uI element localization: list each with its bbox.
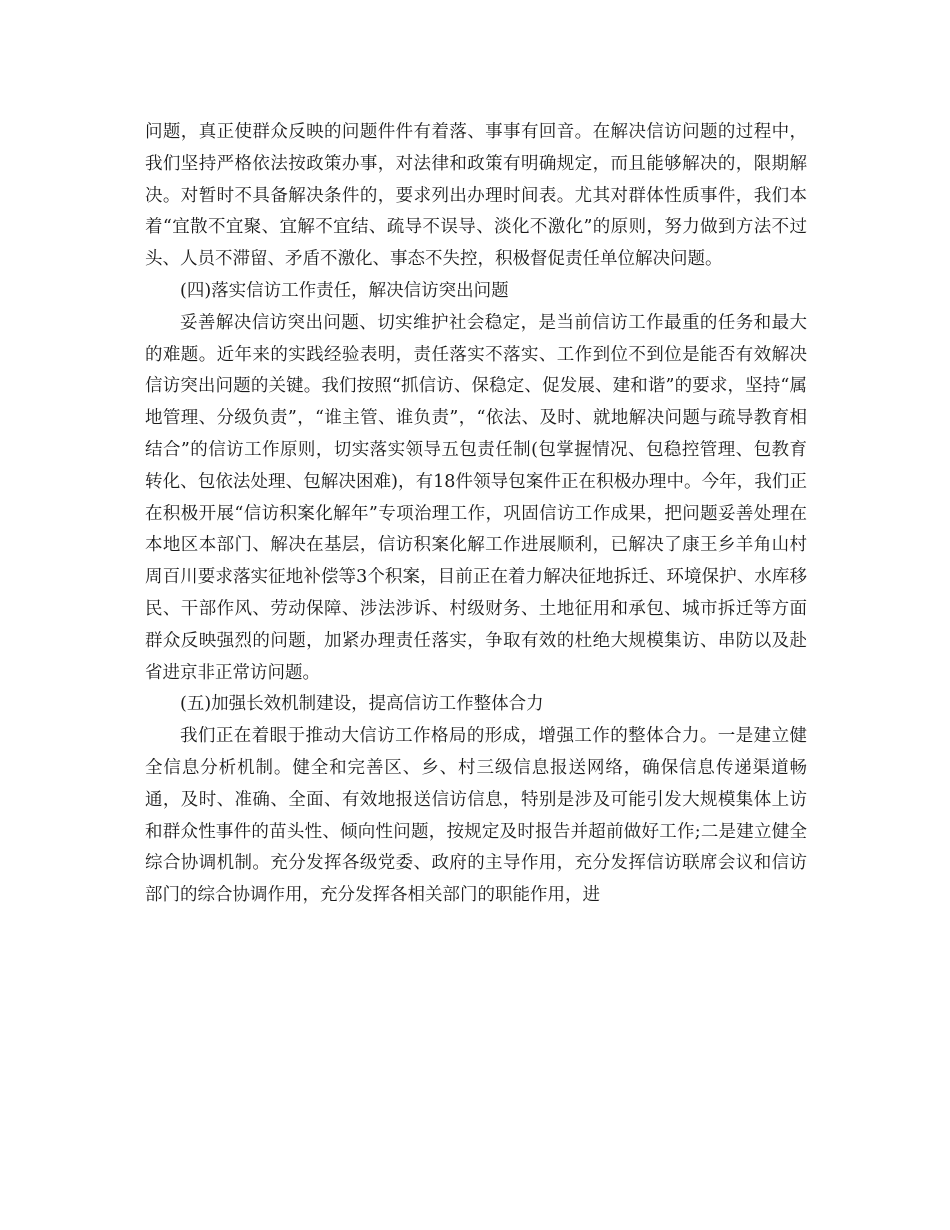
document-body bbox=[145, 117, 807, 912]
paragraph-section-5: 我们正在着眼于推动大信访工作格局的形成，增强工作的整体合力。一是建立健全信息分析机制。健全和完善区、乡、村三级信息报送网络，确保信息传递渠道畅通，及时、准确、全面、有效地报送信访信息，特别是涉及可能引发大规模集体上访和群众性事件的苗头性、倾向性问题，按规定及时报告并超前做好工作;二是建立健全综合协调机制。充分发挥各级党委、政府的主导作用，充分发挥信访联席会议和信访部门的综合协调作用，充分发挥各相关部门的职能作用，进 bbox=[145, 726, 807, 906]
section-heading-4: (四)落实信访工作责任，解决信访突出问题 bbox=[180, 280, 509, 301]
paragraph-section-4: 妥善解决信访突出问题、切实维护社会稳定，是当前信访工作最重的任务和最大的难题。近年来的实践经验表明，责任落实不落实、工作到位不到位是能否有效解决信访突出问题的关键。我们按照“抓信访、保稳定、促发展、建和谐”的要求，坚持“属地管理、分级负责”，“谁主管、谁负责”，“依法、及时、就地解决问题与疏导教育相结合”的信访工作原则，切实落实领导五包责任制(包掌握情况、包稳控管理、包教育转化、包依法处理、包解决困难)，有18件领导包案件正在积极办理中。今年，我们正在积极开展“信访积案化解年”专项治理工作，巩固信访工作成果，把问题妥善处理在本地区本部门、解决在基层，信访积案化解工作进展顺利，已解决了康王乡羊角山村周百川要求落实征地补偿等3个积案，目前正在着力解决征地拆迁、环境保护、水库移民、干部作风、劳动保障、涉法涉诉、村级财务、土地征用和承包、城市拆迁等方面群众反映强烈的问题，加紧办理责任落实，争取有效的杜绝大规模集访、串防以及赴省进京非正常访问题。 bbox=[145, 312, 807, 683]
section-heading-5: (五)加强长效机制建设，提高信访工作整体合力 bbox=[180, 694, 544, 715]
paragraph-continuation: 问题，真正使群众反映的问题件件有着落、事事有回音。在解决信访问题的过程中，我们坚持严格依法按政策办事，对法律和政策有明确规定，而且能够解决的，限期解决。对暂时不具备解决条件的，要求列出办理时间表。尤其对群体性质事件，我们本着“宜散不宜聚、宜解不宜结、疏导不误导、淡化不激化”的原则，努力做到方法不过头、人员不滞留、矛盾不激化、事态不失控，积极督促责任单位解决问题。 bbox=[145, 122, 807, 270]
